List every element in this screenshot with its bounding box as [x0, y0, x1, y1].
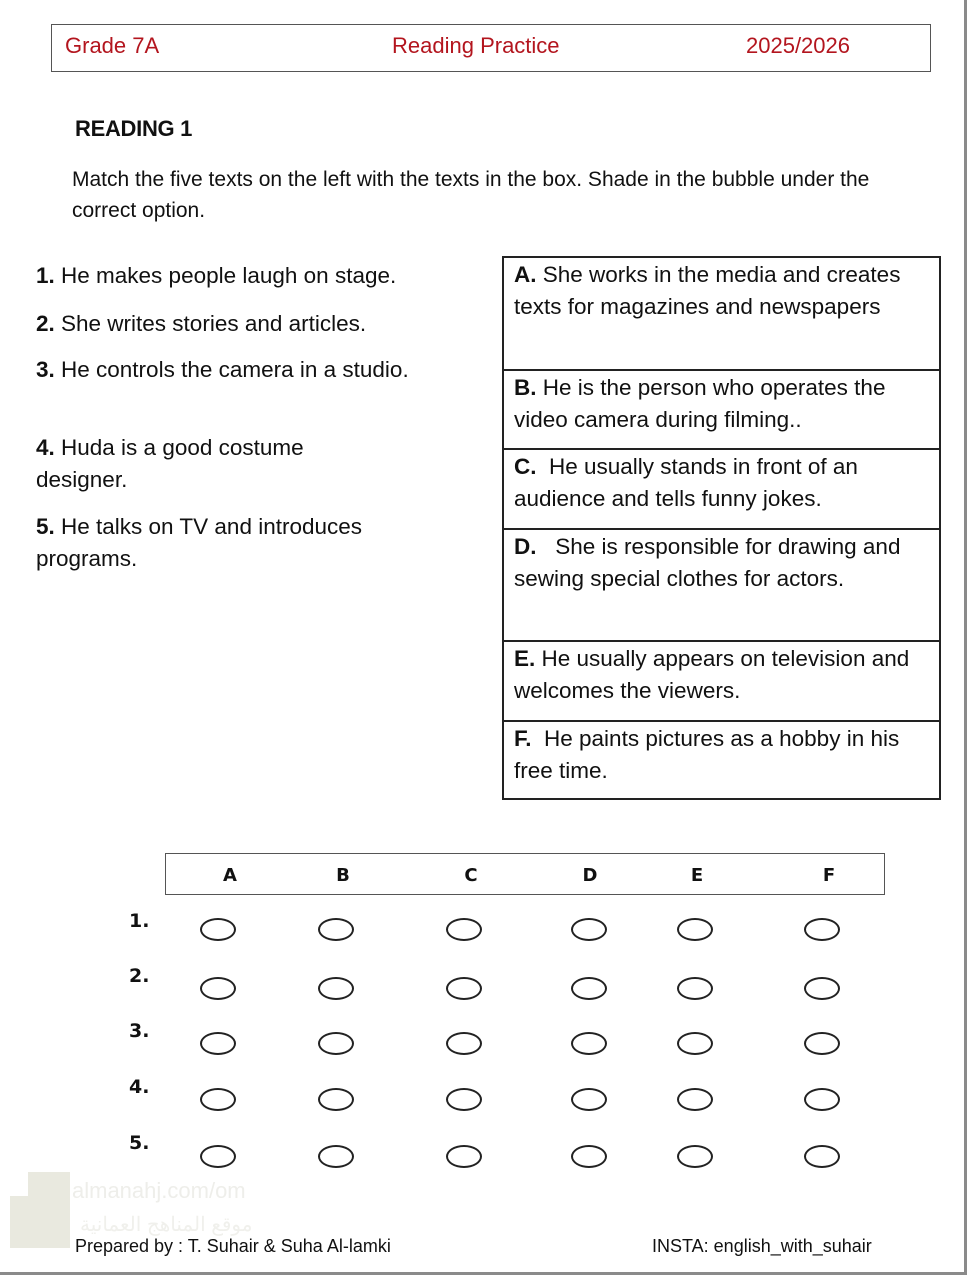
option-f	[504, 722, 939, 798]
answer-bubble-3-c[interactable]	[446, 1032, 482, 1055]
row-label: 3.	[129, 1020, 150, 1042]
answer-grid-header	[165, 853, 885, 895]
option-d	[504, 530, 939, 642]
option-text: He usually stands in front of an audience and tells funny jokes.	[514, 454, 865, 511]
statement-number: 3.	[36, 357, 55, 382]
option-text: She is responsible for drawing and sewing special clothes for actors.	[514, 534, 907, 591]
statement-number: 2.	[36, 311, 55, 336]
option-e	[504, 642, 939, 722]
answer-bubble-5-b[interactable]	[318, 1145, 354, 1168]
answer-bubble-3-d[interactable]	[571, 1032, 607, 1055]
answer-bubble-2-d[interactable]	[571, 977, 607, 1000]
answer-bubble-1-e[interactable]	[677, 918, 713, 941]
option-c	[504, 450, 939, 530]
column-label-a: A	[223, 865, 237, 886]
option-letter: E.	[514, 646, 536, 671]
answer-bubble-2-a[interactable]	[200, 977, 236, 1000]
header-box	[51, 24, 931, 72]
answer-bubble-4-f[interactable]	[804, 1088, 840, 1111]
answer-bubble-5-d[interactable]	[571, 1145, 607, 1168]
watermark-text: almanahj.com/om	[72, 1178, 246, 1203]
statement-number: 1.	[36, 263, 55, 288]
answer-bubble-5-f[interactable]	[804, 1145, 840, 1168]
answer-bubble-1-b[interactable]	[318, 918, 354, 941]
answer-bubble-3-b[interactable]	[318, 1032, 354, 1055]
footer-prepared-by: Prepared by : T. Suhair & Suha Al-lamki	[75, 1236, 391, 1256]
statement-item	[36, 308, 476, 340]
header-grade: Grade 7A	[65, 33, 160, 58]
statement-text: She writes stories and articles.	[54, 311, 367, 336]
answer-bubble-4-a[interactable]	[200, 1088, 236, 1111]
option-text: He usually appears on television and welcomes the viewers.	[514, 646, 910, 703]
column-label-e: E	[690, 865, 704, 886]
option-letter: A.	[514, 262, 537, 287]
column-label-b: B	[336, 865, 350, 886]
answer-bubble-5-c[interactable]	[446, 1145, 482, 1168]
answer-bubble-3-a[interactable]	[200, 1032, 236, 1055]
answer-bubble-4-c[interactable]	[446, 1088, 482, 1111]
row-label: 2.	[129, 965, 150, 987]
answer-bubble-4-e[interactable]	[677, 1088, 713, 1111]
statement-text: He talks on TV and introduces programs.	[36, 514, 363, 571]
section-title: READING 1	[75, 116, 193, 141]
answer-bubble-5-a[interactable]	[200, 1145, 236, 1168]
option-text: She works in the media and creates texts for magazines and newspapers	[514, 262, 901, 319]
statement-item	[36, 511, 436, 575]
header-year: 2025/2026	[746, 33, 850, 58]
option-text: He paints pictures as a hobby in his free time.	[514, 726, 906, 783]
statement-item	[36, 260, 476, 292]
option-letter: C.	[514, 454, 537, 479]
watermark-logo-part	[10, 1196, 48, 1248]
statement-text: He controls the camera in a studio.	[54, 357, 409, 382]
option-letter: B.	[514, 375, 537, 400]
answer-bubble-1-c[interactable]	[446, 918, 482, 941]
option-b	[504, 371, 939, 450]
column-label-d: D	[582, 865, 598, 886]
instructions: Match the five texts on the left with the texts in the box. Shade in the bubble under the correct option.	[72, 168, 870, 222]
answer-bubble-1-d[interactable]	[571, 918, 607, 941]
answer-bubble-2-e[interactable]	[677, 977, 713, 1000]
options-box	[502, 256, 941, 800]
statement-number: 5.	[36, 514, 55, 539]
footer-insta: INSTA: english_with_suhair	[652, 1236, 872, 1256]
answer-bubble-5-e[interactable]	[677, 1145, 713, 1168]
answer-bubble-2-f[interactable]	[804, 977, 840, 1000]
statement-item	[36, 432, 366, 496]
answer-bubble-2-c[interactable]	[446, 977, 482, 1000]
option-a	[504, 258, 939, 371]
answer-bubble-1-a[interactable]	[200, 918, 236, 941]
watermark-text-arabic: موقع المناهج العمانية	[80, 1214, 253, 1236]
answer-bubble-2-b[interactable]	[318, 977, 354, 1000]
answer-bubble-3-f[interactable]	[804, 1032, 840, 1055]
answer-bubble-3-e[interactable]	[677, 1032, 713, 1055]
column-label-c: C	[464, 865, 478, 886]
statement-text: Huda is a good costume designer.	[36, 435, 304, 492]
option-letter: F.	[514, 726, 532, 751]
answer-bubble-4-b[interactable]	[318, 1088, 354, 1111]
row-label: 4.	[129, 1076, 150, 1098]
statement-text: He makes people laugh on stage.	[54, 263, 397, 288]
row-label: 5.	[129, 1132, 150, 1154]
answer-bubble-4-d[interactable]	[571, 1088, 607, 1111]
row-label: 1.	[129, 910, 150, 932]
statement-item	[36, 354, 416, 386]
option-letter: D.	[514, 534, 537, 559]
column-label-f: F	[822, 865, 836, 886]
answer-bubble-1-f[interactable]	[804, 918, 840, 941]
option-text: He is the person who operates the video camera during filming..	[514, 375, 886, 432]
header-title: Reading Practice	[392, 33, 560, 58]
statement-number: 4.	[36, 435, 55, 460]
